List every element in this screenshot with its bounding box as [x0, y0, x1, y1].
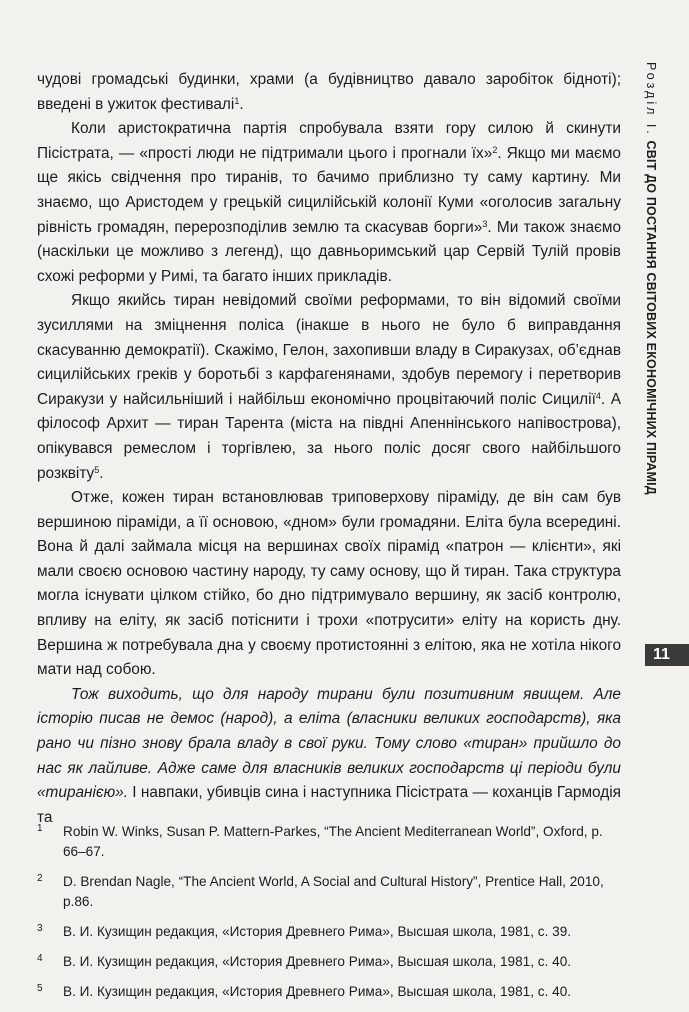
paragraph-text: Коли аристократична партія спробувала взяти гору силою й скинути Пісістрата, — «прості люди не підтримали цього і прогнали їх» — [37, 120, 621, 162]
italic-text: Тож виходить, що для народу тирани були позитивним явищем. Але історію писав не демос (народ), а еліта (власники великих господарств), яка рано чи пізно знову брала владу в свої руки. Тому слово «тиран» прийшло до нас як лайливе. Адже саме для власників великих господарств ці періоди були «тиранією». — [37, 685, 621, 802]
paragraph-text: . А філософ Архит — тиран Тарента (міста на півдні Апеннінського напівострова), опікувався ремеслом і торгівлею, за нього поліс досяг свого найбільшого розквіту — [37, 390, 621, 482]
running-head-text — [644, 62, 658, 495]
footnote — [37, 822, 621, 862]
paragraph — [37, 683, 621, 831]
footnote — [37, 872, 621, 912]
paragraph — [37, 486, 621, 683]
footnote-ref: 2 — [492, 144, 498, 155]
paragraph-text: Отже, кожен тиран встановлював триповерхову піраміду, де він сам був вершиною піраміди, а її основою, «дном» були громадяни. Еліта була всередині. Вона й далі займала місця на вершинах своїх пірамід «патрон — клієнти», які мали своєю основою частину народу, ту саму основу, що й тиран. Така структура могла існувати цілком стійко, бо дно підтримувало вершину, як засіб контролю, впливу на еліту, як засіб потіснити і трохи «потрусити» еліту на користь дну. Вершина ж потребувала дна у своєму протистоянні з елітою, яка не хотіла нікого мати над собою. — [37, 489, 621, 679]
footnote — [37, 922, 621, 942]
footnote-number: 2 — [37, 873, 43, 884]
footnotes — [37, 822, 621, 1012]
footnote-ref: 3 — [482, 218, 488, 229]
paragraph-text: . — [99, 464, 104, 482]
footnote — [37, 982, 621, 1002]
body-text — [37, 68, 621, 830]
paragraph-text: І навпаки, убивців сина і наступника Пісістрата — коханців Гармодія та — [37, 784, 621, 826]
footnote-ref: 1 — [234, 95, 240, 106]
running-head — [642, 62, 664, 495]
footnote-number: 3 — [37, 923, 43, 934]
footnote-number: 5 — [37, 983, 43, 994]
footnote-text: В. И. Кузищин редакция, «История Древнего Рима», Высшая школа, 1981, с. 40. — [63, 954, 572, 969]
paragraph — [37, 117, 621, 289]
footnote — [37, 952, 621, 972]
footnote-text: D. Brendan Nagle, “The Ancient World, A Social and Cultural History”, Prentice Hall, 2010, p.86. — [63, 874, 604, 909]
footnote-number: 4 — [37, 953, 43, 964]
paragraph — [37, 68, 621, 117]
paragraph-text: Якщо якийсь тиран невідомий своїми реформами, то він відомий своїми зусиллями на зміцнення поліса (інакше в нього не було б виправдання скасуванню демократії). Скажімо, Гелон, захопивши владу в Сиракузах, об’єднав сицилійських греків у боротьбі з карфагенянами, здобув перемогу і перетворив Сиракузи у найсильніший і найбільш економічно процвітаючий поліс Сицилії — [37, 292, 621, 408]
footnote-ref: 4 — [595, 390, 601, 401]
footnote-text: В. И. Кузищин редакция, «История Древнего Рима», Высшая школа, 1981, с. 39. — [63, 924, 572, 939]
chapter-title: СВІТ ДО ПОСТАННЯ СВІТОВИХ ЕКОНОМІЧНИХ ПІРАМІД — [644, 140, 658, 495]
paragraph-text: . — [239, 95, 244, 113]
paragraph-text: . Ми також знаємо (наскільки це можливо з легенд), що давньоримський цар Сервій Тулій провів схожі реформи у Римі, та багато інших прикладів. — [37, 218, 621, 285]
paragraph — [37, 289, 621, 486]
section-label: Розділ І. — [644, 62, 658, 137]
footnote-text: В. И. Кузищин редакция, «История Древнего Рима», Высшая школа, 1981, с. 40. — [63, 984, 572, 999]
paragraph-text: . Якщо ми маємо ще якісь свідчення про тиранів, то бачимо приблизно ту саму картину. Ми знаємо, що Аристодем у грецькій сицилійській колонії Куми «оголосив загальну рівність громадян, перерозподілив землю та скасував борги» — [37, 144, 621, 236]
page-number: 11 — [645, 644, 689, 666]
footnote-ref: 5 — [94, 464, 100, 475]
footnote-text: Robin W. Winks, Susan P. Mattern-Parkes, “The Ancient Mediterranean World”, Oxford, p. 66–67. — [63, 824, 603, 859]
footnote-number: 1 — [37, 823, 43, 834]
paragraph-text: чудові громадські будинки, храми (а будівництво давало заробіток бідноті); введені в ужиток фестивалі — [37, 71, 621, 113]
